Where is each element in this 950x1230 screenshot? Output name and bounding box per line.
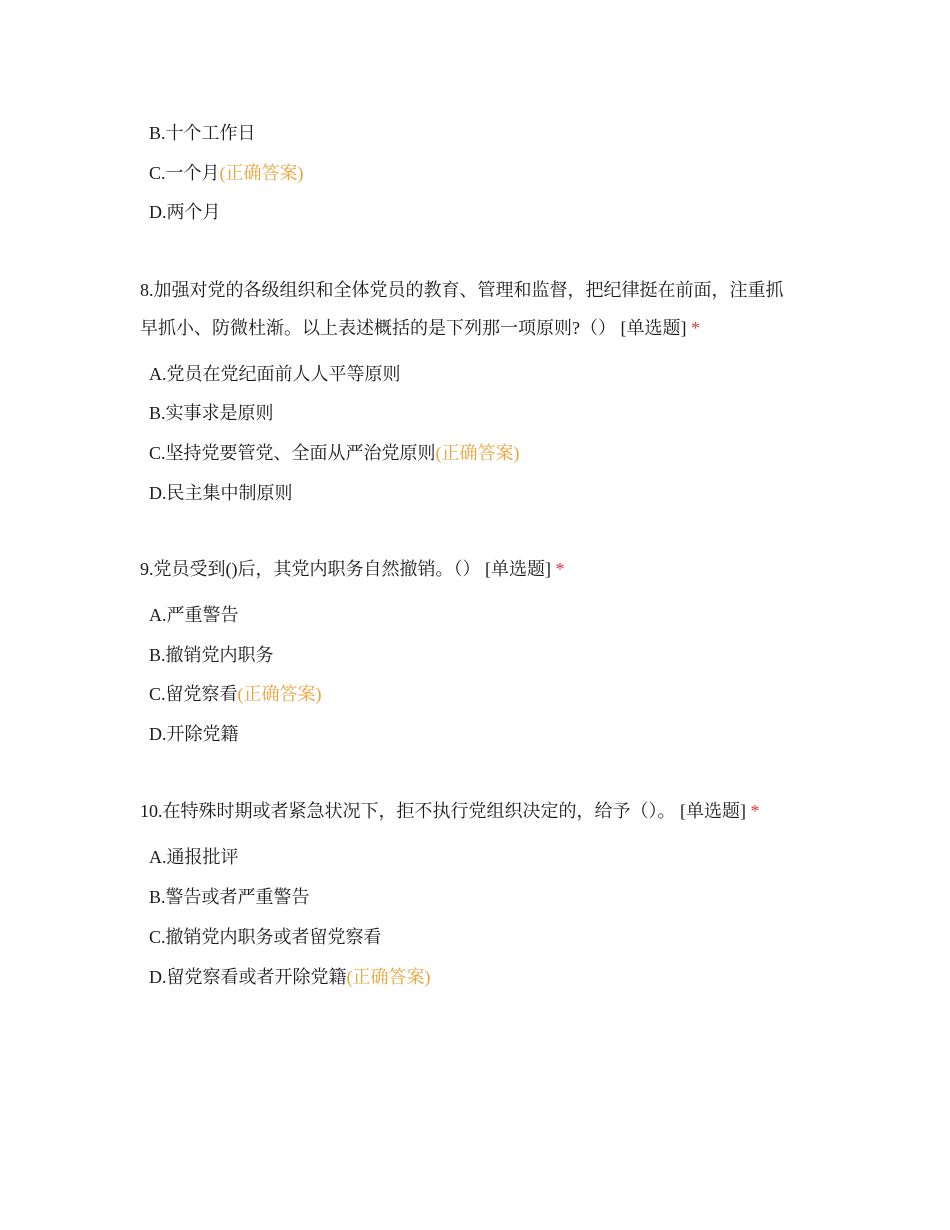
question-10-title [140, 792, 820, 830]
correct-answer-marker: (正确答案) [219, 163, 304, 183]
option-label: D.开除党籍 [149, 724, 239, 744]
question-9-title [140, 550, 820, 588]
required-marker: * [555, 559, 565, 579]
question-text-line-1: 8.加强对党的各级组织和全体党员的教育、管理和监督，把纪律挺在前面，注重抓 [140, 280, 784, 300]
q10-option-b [149, 885, 310, 909]
question-text-line-2 [140, 309, 820, 347]
option-label: A.党员在党纪面前人人平等原则 [149, 364, 401, 384]
question-text: 9.党员受到()后，其党内职务自然撤销。（） [140, 559, 481, 579]
option-label: D.留党察看或者开除党籍 [149, 967, 347, 987]
question-text: 10.在特殊时期或者紧急状况下，拒不执行党组织决定的，给予（）。 [140, 801, 676, 821]
option-label: B.警告或者严重警告 [149, 887, 310, 907]
q10-option-c [149, 925, 382, 949]
q8-option-b [149, 401, 274, 425]
option-label: A.严重警告 [149, 605, 239, 625]
question-type: [单选题] [620, 318, 687, 338]
q10-option-a [149, 845, 239, 869]
option-d-prev [149, 200, 221, 224]
option-label: C.一个月 [149, 163, 220, 183]
q8-option-a [149, 362, 401, 386]
option-label: C.坚持党要管党、全面从严治党原则 [149, 443, 436, 463]
option-label: D.两个月 [149, 202, 221, 222]
question-type: [单选题] [485, 559, 551, 579]
option-label: D.民主集中制原则 [149, 483, 293, 503]
option-label: B.撤销党内职务 [149, 645, 274, 665]
q9-option-b [149, 643, 274, 667]
q9-option-c [149, 682, 322, 706]
question-text: 早抓小、防微杜渐。以上表述概括的是下列那一项原则?（） [140, 318, 616, 338]
question-type: [单选题] [680, 801, 746, 821]
option-b-prev [149, 121, 256, 145]
option-label: B.十个工作日 [149, 123, 256, 143]
question-8-title [140, 271, 820, 347]
q8-option-d [149, 481, 293, 505]
q8-option-c [149, 441, 520, 465]
question-text-line [140, 792, 820, 830]
required-marker: * [750, 801, 760, 821]
correct-answer-marker: (正确答案) [237, 684, 322, 704]
q9-option-a [149, 603, 239, 627]
correct-answer-marker: (正确答案) [435, 443, 520, 463]
option-c-prev [149, 161, 304, 185]
q9-option-d [149, 722, 239, 746]
question-text-line [140, 550, 820, 588]
option-label: C.留党察看 [149, 684, 238, 704]
option-label: C.撤销党内职务或者留党察看 [149, 927, 382, 947]
correct-answer-marker: (正确答案) [346, 967, 431, 987]
option-label: B.实事求是原则 [149, 403, 274, 423]
option-label: A.通报批评 [149, 847, 239, 867]
required-marker: * [691, 318, 700, 338]
q10-option-d [149, 965, 431, 989]
